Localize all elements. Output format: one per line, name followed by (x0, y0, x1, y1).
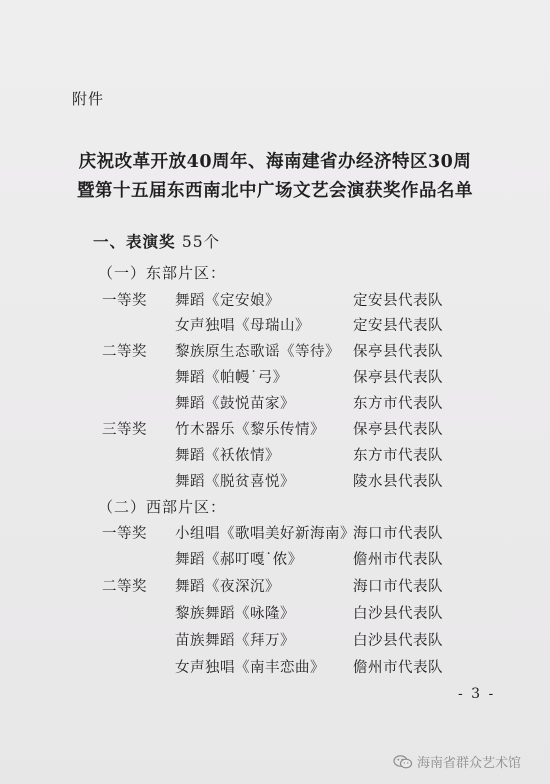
award-team: 保亭县代表队 (353, 422, 443, 438)
award-work: 舞蹈《脱贫喜悦》 (175, 474, 295, 490)
award-row (0, 522, 550, 548)
wechat-icon (393, 754, 413, 770)
award-grade: 二等奖 (102, 344, 147, 360)
award-work: 女声独唱《南丰恋曲》 (175, 660, 325, 676)
region-east-label: （一）东部片区： (98, 264, 227, 282)
award-row (0, 314, 550, 340)
award-row (0, 629, 550, 655)
award-team: 保亭县代表队 (353, 344, 443, 360)
award-work: 舞蹈《郝叮嘎˙侬》 (175, 552, 303, 568)
award-grade: 三等奖 (102, 422, 147, 438)
award-team: 东方市代表队 (353, 396, 443, 412)
title-line-2: 暨第十五届东西南北中广场文艺会演获奖作品名单 (77, 181, 473, 201)
watermark (393, 752, 521, 771)
award-team: 海口市代表队 (353, 579, 443, 595)
award-work: 女声独唱《母瑞山》 (175, 318, 310, 334)
award-team: 保亭县代表队 (353, 370, 443, 386)
award-row (0, 470, 550, 496)
section-heading (93, 230, 220, 252)
award-work: 舞蹈《定安娘》 (175, 293, 280, 309)
title-line-1: 庆祝改革开放40周年、海南建省办经济特区30周 (78, 152, 472, 172)
award-work: 舞蹈《帕幔˙弓》 (175, 370, 288, 386)
award-row (0, 548, 550, 574)
watermark-text: 海南省群众艺术馆 (417, 756, 522, 771)
award-work: 苗族舞蹈《拜万》 (175, 633, 295, 649)
page-number: - 3 - (458, 686, 496, 702)
section-heading-text: 一、表演奖 (93, 232, 176, 251)
award-team: 白沙县代表队 (353, 633, 443, 649)
award-work: 舞蹈《鼓悦苗家》 (175, 396, 295, 412)
award-work: 舞蹈《夜深沉》 (175, 579, 280, 595)
award-row (0, 392, 550, 418)
award-row (0, 366, 550, 392)
award-grade: 二等奖 (102, 579, 147, 595)
award-team: 定安县代表队 (353, 293, 443, 309)
section-count: 55个 (181, 233, 221, 251)
award-grade: 一等奖 (102, 526, 147, 542)
award-team: 东方市代表队 (353, 448, 443, 464)
award-work: 小组唱《歌唱美好新海南》 (175, 526, 355, 542)
award-row (0, 444, 550, 470)
award-row (0, 418, 550, 444)
award-team: 儋州市代表队 (353, 660, 443, 676)
award-row (0, 340, 550, 366)
award-work: 舞蹈《袄侬情》 (175, 448, 280, 464)
award-team: 白沙县代表队 (353, 606, 443, 622)
award-team: 定安县代表队 (353, 318, 443, 334)
award-row (0, 575, 550, 601)
award-row (0, 289, 550, 315)
award-row (0, 656, 550, 682)
award-work: 竹木器乐《黎乐传情》 (175, 422, 325, 438)
award-team: 陵水县代表队 (353, 474, 443, 490)
award-row (0, 602, 550, 628)
award-grade: 一等奖 (102, 293, 147, 309)
award-work: 黎族原生态歌谣《等待》 (175, 344, 340, 360)
award-team: 儋州市代表队 (353, 552, 443, 568)
award-work: 黎族舞蹈《咏隆》 (175, 606, 295, 622)
attachment-label: 附件 (72, 90, 105, 108)
region-west-label: （二）西部片区： (98, 498, 227, 516)
award-team: 海口市代表队 (353, 526, 443, 542)
